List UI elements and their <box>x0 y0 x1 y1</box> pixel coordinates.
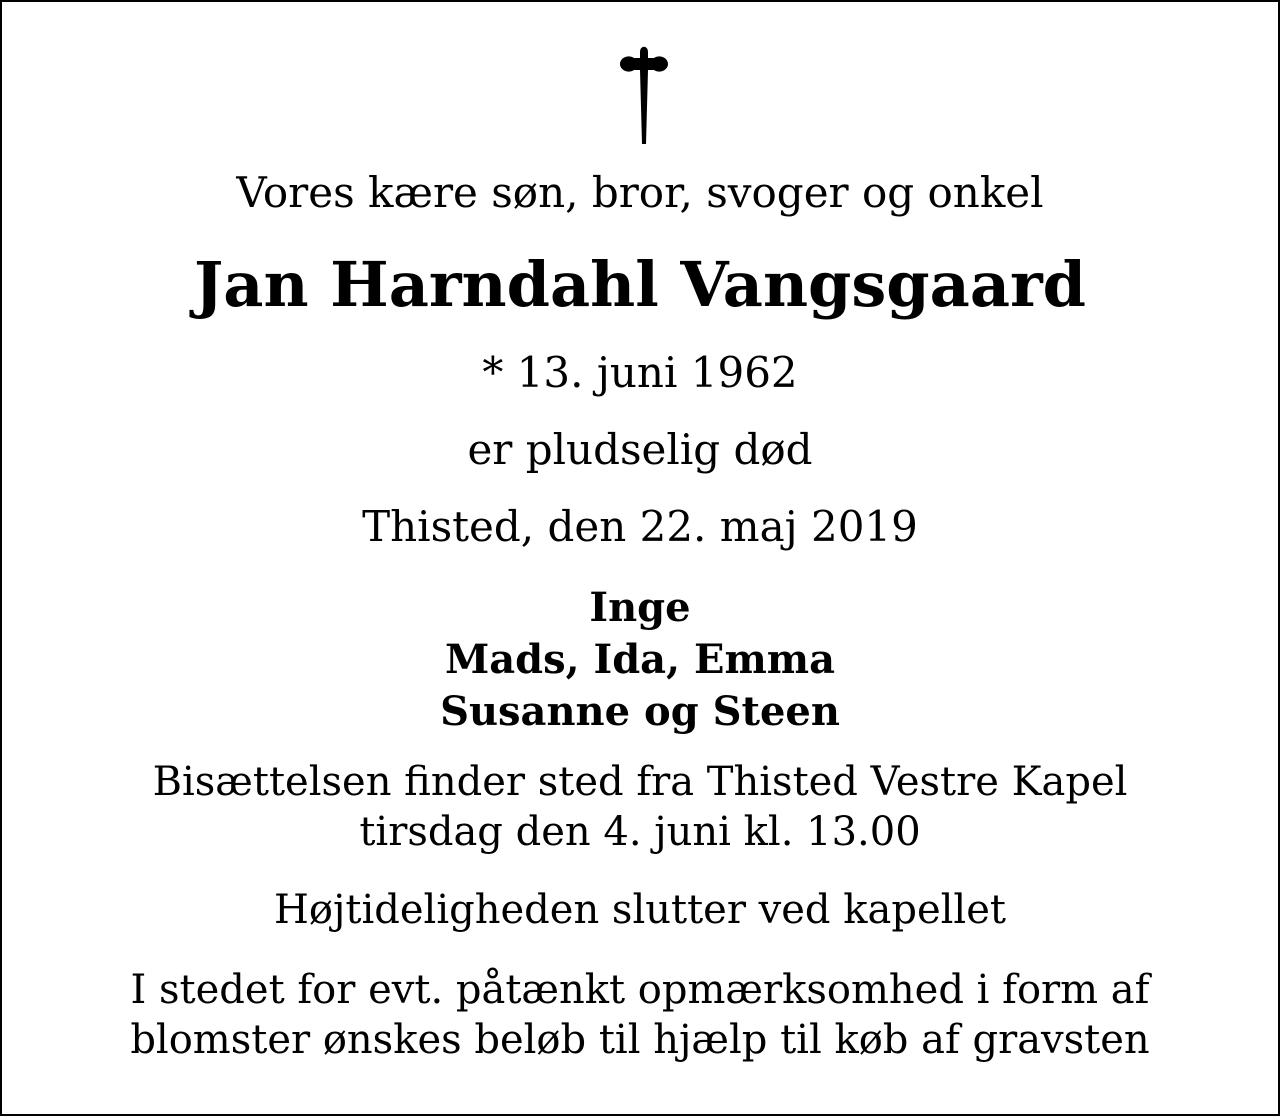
request-line: blomster ønskes beløb til hjælp til køb af gravsten <box>130 1017 1150 1063</box>
mourner-name: Susanne og Steen <box>440 688 840 735</box>
cross-icon <box>616 40 672 148</box>
donation-request <box>2 965 1278 1065</box>
funeral-line: tirsdag den 4. juni kl. 13.00 <box>359 809 921 855</box>
closing-note: Højtideligheden slutter ved kapellet <box>274 887 1006 933</box>
mourner-name: Inge <box>589 584 691 631</box>
death-note: er pludselig død <box>467 425 813 474</box>
deceased-name: Jan Harndahl Vangsgaard <box>193 248 1087 321</box>
intro-text: Vores kære søn, bror, svoger og onkel <box>236 168 1044 217</box>
request-line: I stedet for evt. påtænkt opmærksomhed i form af <box>130 967 1150 1013</box>
funeral-details <box>2 757 1278 857</box>
birth-date: * 13. juni 1962 <box>482 348 798 397</box>
mourner-name: Mads, Ida, Emma <box>444 636 836 683</box>
place-and-date: Thisted, den 22. maj 2019 <box>362 502 918 551</box>
mourners-list <box>2 582 1278 738</box>
funeral-line: Bisættelsen finder sted fra Thisted Vestre Kapel <box>152 759 1128 805</box>
